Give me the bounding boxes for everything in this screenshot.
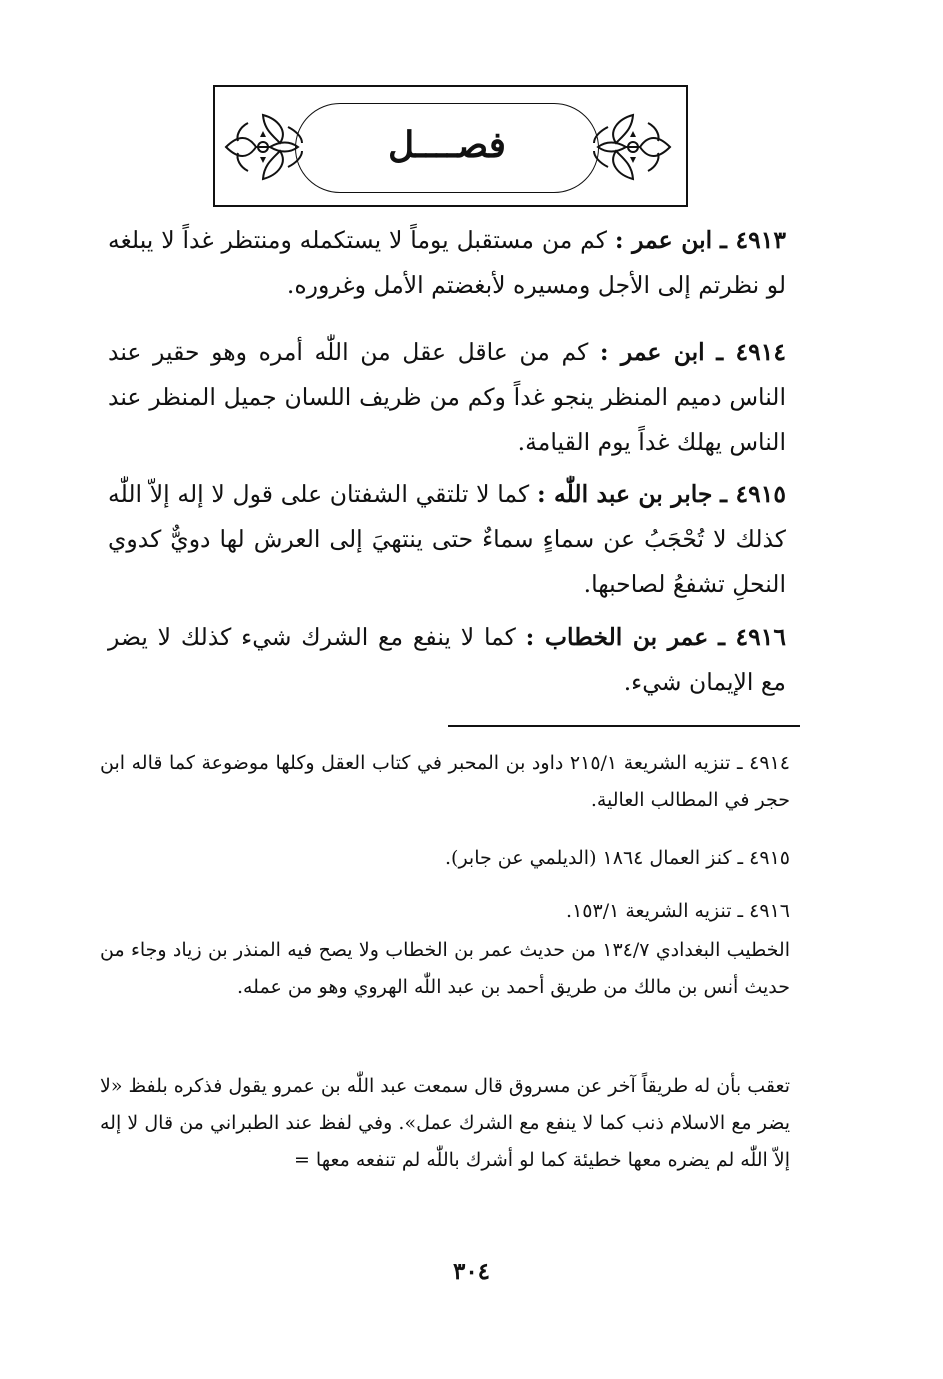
entry-author: جابر بن عبد اللّٰه : <box>536 480 713 508</box>
chapter-title: فصــــل <box>388 124 506 166</box>
footnote-taaqub: تعقب بأن له طريقاً آخر عن مسروق قال سمعت عبد اللّٰه بن عمرو يقول فذكره بلفظ «لا يضر مع الاسلام ذنب كما لا ينفع مع الشرك عمل». وفي لفظ عند الطبراني من قال لا إله إلاّ اللّٰه لم يضره معها خطيئة كما لو أشرك باللّٰه لم تنفعه معها = <box>100 1075 790 1171</box>
footnote-khatib: الخطيب البغدادي ١٣٤/٧ من حديث عمر بن الخطاب ولا يصح فيه المنذر بن زياد وجاء من حديث أنس بن مالك من طريق أحمد بن عبد اللّٰه الهروي وهو من عمله. <box>100 939 790 998</box>
entry-author: ابن عمر : <box>614 226 713 254</box>
right-arabesque-ornament-icon <box>588 105 678 189</box>
entry-text: كم من مستقبل يوماً لا يستكمله ومنتظر غداً لا يبلغه لو نظرتم إلى الأجل ومسيره لأبغضتم الأمل وغروره. <box>108 226 786 299</box>
entry-text: كما لا ينفع مع الشرك شيء كذلك لا يضر مع الإيمان شيء. <box>108 623 786 696</box>
footnote-4914: ٤٩١٤ ـ تنزيه الشريعة ٢١٥/١ داود بن المحبر في كتاب العقل وكلها موضوعة كما قاله ابن حجر في المطالب العالية. <box>100 752 790 811</box>
entry-number: ٤٩١٣ ـ <box>720 226 786 254</box>
entry-text: كم من عاقل عقل من اللّٰه أمره وهو حقير عند الناس دميم المنظر ينجو غداً وكم من ظريف اللسان جميل المنظر عند الناس يهلك غداً يوم القيامة. <box>108 338 786 456</box>
entry-author: عمر بن الخطاب : <box>525 623 709 651</box>
entry-4914 <box>108 330 786 465</box>
footnote-divider <box>448 725 800 727</box>
page-number: ٣٠٤ <box>452 1258 491 1285</box>
footnote-4915: ٤٩١٥ ـ كنز العمال ١٨٦٤ (الديلمي عن جابر). <box>445 847 790 869</box>
entry-4913 <box>108 218 786 308</box>
entry-number: ٤٩١٥ ـ <box>720 480 786 508</box>
entry-4916 <box>108 615 786 705</box>
entry-4915 <box>108 472 786 607</box>
entry-text: كما لا تلتقي الشفتان على قول لا إله إلاّ اللّٰه كذلك لا تُحْجَبُ عن سماءٍ سماءٌ حتى ينتهيَ إلى العرش لها دويٌّ كدوي النحلِ تشفعُ لصاحبها. <box>108 480 786 598</box>
entry-number: ٤٩١٤ ـ <box>716 338 786 366</box>
entry-author: ابن عمر : <box>599 338 705 366</box>
entry-number: ٤٩١٦ ـ <box>718 623 786 651</box>
footnote-4916: ٤٩١٦ ـ تنزيه الشريعة ١٥٣/١. <box>566 900 790 922</box>
